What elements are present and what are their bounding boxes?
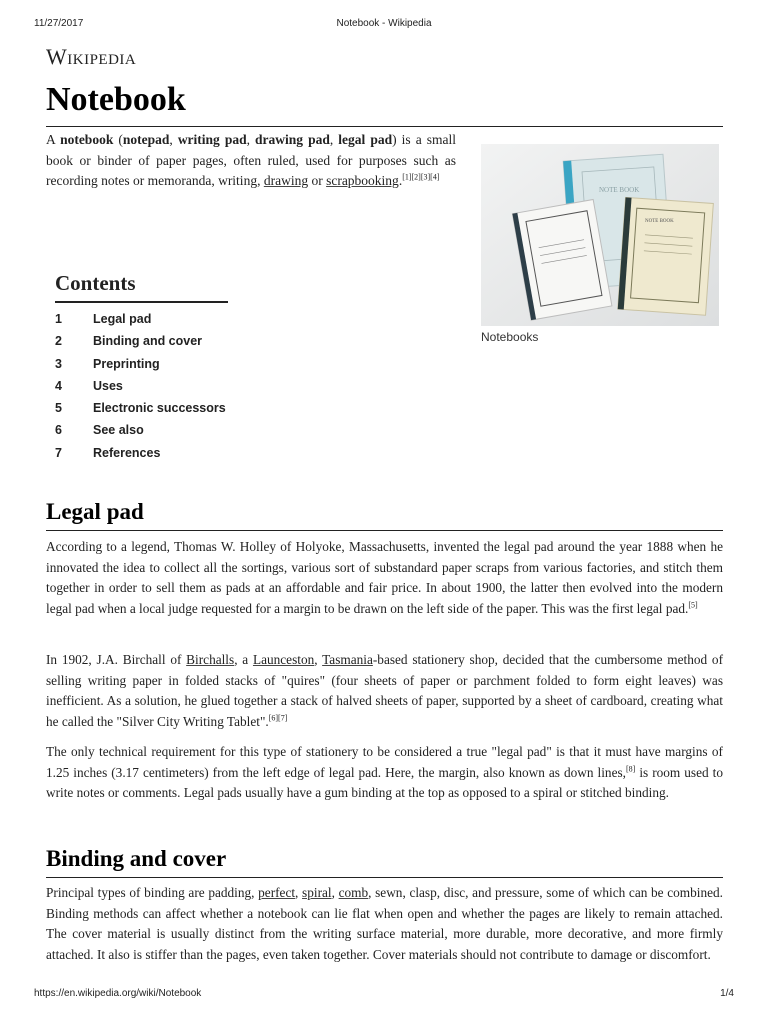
notebooks-figure — [481, 144, 719, 344]
link-spiral[interactable]: spiral — [302, 885, 332, 900]
notebooks-image[interactable] — [481, 144, 719, 326]
legal-pad-paragraph-3: The only technical requirement for this type of stationery to be considered a true "legal pad" is that it must have margins of 1.25 inches (3.17 centimeters) from the left edge of legal pad. Here, the margin, also known as down lines,[8] is room used to write notes or comments. Legal pads usually have a gum binding at the top as opposed to a spiral or stitched binding. — [46, 744, 723, 800]
legal-pad-paragraph-2: In 1902, J.A. Birchall of Birchalls, a Launceston, Tasmania-based stationery shop, decided that the cumbersome method of selling writing paper in folded stacks of "quires" (four sheets of paper or parchment folded to form eight leaves) was inefficient. As a solution, he glued together a stack of halved sheets of paper, supported by a sheet of cardboard, creating what he called the "Silver City Writing Tablet".[6][7] — [46, 652, 724, 729]
print-title: Notebook - Wikipedia — [336, 18, 432, 29]
notebooks-illustration — [481, 144, 719, 326]
print-footer — [34, 988, 734, 1002]
ref-link[interactable]: [5] — [688, 600, 698, 610]
page-title: Notebook — [46, 78, 723, 127]
toc-item[interactable]: 5 Electronic successors — [55, 401, 226, 416]
link-perfect[interactable]: perfect — [258, 885, 296, 900]
ref-link[interactable]: [8] — [625, 764, 636, 774]
legal-pad-paragraph-1: According to a legend, Thomas W. Holley of Holyoke, Massachusetts, invented the legal pad around the year 1888 when he innovated the idea to collect all the sortings, various sort of substandard paper scraps from various factories, and stitch them together in order to sell them as pads at an affordable and fair price. In about 1900, the latter then evolved into the modern legal pad when a local judge requested for a margin to be drawn on the left side of the paper. This was the first legal pad.[5] — [46, 539, 723, 616]
toc-item[interactable]: 3 Preprinting — [55, 356, 160, 371]
toc-heading: Contents — [55, 268, 228, 303]
print-header — [34, 18, 734, 32]
ref-links[interactable]: [1][2][3][4] — [402, 172, 440, 182]
link-birchalls[interactable]: Birchalls — [186, 652, 235, 667]
section-heading-binding: Binding and cover — [46, 843, 723, 878]
toc-item[interactable]: 7 References — [55, 445, 161, 460]
link-scrapbooking[interactable]: scrapbooking — [326, 173, 399, 188]
binding-paragraph-1: Principal types of binding are padding, perfect, spiral, comb, sewn, clasp, disc, and pressure, some of which can be combined. Binding methods can affect whether a notebook can lie flat when open and whether the pages are likely to remain attached. The cover material is usually distinct from the writing surface material, more durable, more decorative, and more firmly attached. It also is stiffer than the pages, even taken together. Cover materials should not contribute to damage or discomfort. — [46, 885, 724, 962]
print-date: 11/27/2017 — [34, 18, 84, 29]
table-of-contents — [55, 268, 228, 467]
link-tasmania[interactable]: Tasmania — [322, 652, 373, 667]
ref-link[interactable]: [6][7] — [268, 713, 288, 723]
link-drawing[interactable]: drawing — [263, 173, 309, 188]
figure-caption: Notebooks — [481, 330, 539, 344]
toc-item[interactable]: 1 Legal pad — [55, 312, 152, 326]
print-page-number: 1/4 — [720, 988, 734, 999]
cover-text-right: NOTE BOOK — [645, 219, 674, 224]
link-launceston[interactable]: Launceston — [252, 652, 315, 667]
toc-item[interactable]: 4 Uses — [55, 378, 123, 393]
cover-text-back: NOTE BOOK — [599, 186, 640, 194]
section-heading-legal-pad: Legal pad — [46, 496, 723, 531]
wikipedia-logo[interactable]: Wikipedia — [46, 44, 137, 69]
toc-list — [55, 311, 228, 467]
toc-item[interactable]: 2 Binding and cover — [55, 334, 203, 349]
link-comb[interactable]: comb — [338, 885, 369, 900]
print-url: https://en.wikipedia.org/wiki/Notebook — [34, 988, 202, 999]
toc-item[interactable]: 6 See also — [55, 423, 144, 438]
intro-paragraph: A notebook (notepad, writing pad, drawing pad, legal pad) is a small book or binder of paper pages, often ruled, used for purposes such as recording notes or memoranda, writing, drawing or scrapbooking.[1][2][3][4] — [46, 132, 456, 188]
